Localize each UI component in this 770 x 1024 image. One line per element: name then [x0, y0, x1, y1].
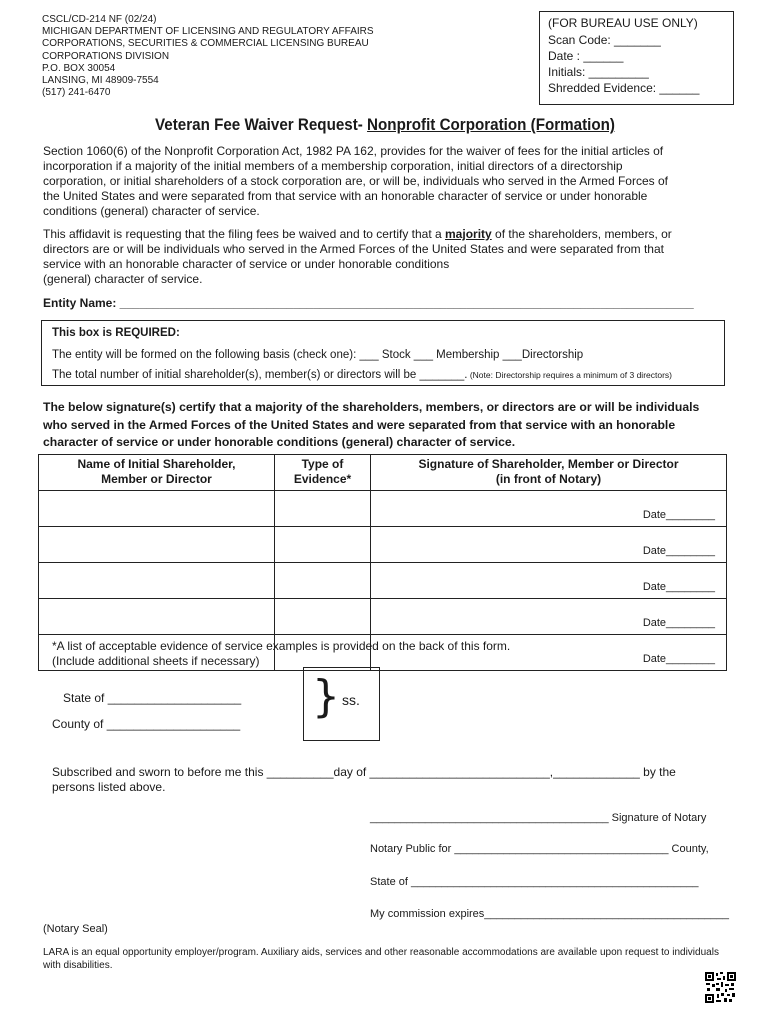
certification-statement	[43, 399, 699, 452]
header-line: (in front of Notary)	[495, 472, 602, 486]
majority-emphasis: majority	[445, 227, 492, 241]
date-label: Date________	[642, 545, 715, 557]
title-underlined: Nonprofit Corporation (Formation)	[367, 116, 615, 134]
bureau-name: CORPORATIONS, SECURITIES & COMMERCIAL LICENSING BUREAU	[42, 38, 369, 50]
statute-paragraph	[43, 144, 723, 219]
shredded-evidence-field[interactable]: Shredded Evidence: ______	[548, 81, 700, 95]
table-row	[39, 599, 727, 635]
table-row	[39, 491, 727, 527]
subscribed-line[interactable]: Subscribed and sworn to before me this __________day of ___________________________,_____________ by the	[52, 765, 676, 779]
affidavit-line	[43, 227, 723, 242]
notary-public-for-field[interactable]: Notary Public for ___________________________________ County,	[370, 843, 709, 855]
additional-sheets-note: (Include additional sheets if necessary)	[52, 654, 260, 668]
ss-label: ss.	[342, 692, 360, 708]
phone-number: (517) 241-6470	[42, 87, 111, 99]
name-cell[interactable]	[39, 527, 275, 563]
signature-cell[interactable]	[371, 527, 727, 563]
affidavit-line: (general) character of service.	[43, 272, 203, 286]
directorship-note: (Note: Directorship requires a minimum of 3 directors)	[467, 370, 673, 380]
brace-glyph: }	[312, 671, 340, 722]
header-line: Evidence*	[293, 472, 352, 486]
table-header-row	[39, 455, 727, 491]
signature-cell[interactable]	[371, 563, 727, 599]
certification-line: character of service or under honorable conditions (general) character of service.	[43, 435, 516, 449]
venue-state-field[interactable]: State of ____________________	[63, 691, 242, 705]
form-number: CSCL/CD-214 NF (02/24)	[42, 14, 157, 25]
header-line: Name of Initial Shareholder,	[77, 457, 236, 471]
table-row	[39, 527, 727, 563]
venue-county-field[interactable]: County of ____________________	[52, 717, 241, 731]
ss-box	[303, 667, 380, 741]
notary-seal-label: (Notary Seal)	[43, 923, 108, 935]
bureau-use-box	[539, 11, 734, 105]
statute-line: the United States and were separated from that service with an honorable character of service or under honorable	[43, 189, 648, 203]
scan-code-field[interactable]: Scan Code: _______	[548, 33, 661, 47]
evidence-cell[interactable]	[275, 491, 371, 527]
statute-line: Section 1060(6) of the Nonprofit Corporation Act, 1982 PA 162, provides for the waiver of fees for the initial articles of	[43, 144, 664, 158]
required-box	[41, 320, 725, 386]
member-count-text: The total number of initial shareholder(s), member(s) or directors will be _______.	[52, 369, 468, 381]
initials-field[interactable]: Initials: _________	[548, 65, 649, 79]
name-column-header	[39, 455, 275, 491]
signature-column-header	[371, 455, 727, 491]
affidavit-text: This affidavit is requesting that the filing fees be waived and to certify that a	[43, 227, 446, 241]
header-line: Member or Director	[101, 472, 212, 486]
statute-line: incorporation if a majority of the initial members of a membership corporation, initial directors of a directorship	[43, 159, 623, 173]
table-row	[39, 563, 727, 599]
name-cell[interactable]	[39, 599, 275, 635]
equal-opportunity-footer: LARA is an equal opportunity employer/program. Auxiliary aids, services and other reasonable accommodations are available upon request to individuals with disabilities.	[43, 947, 719, 971]
member-count-field[interactable]	[52, 369, 672, 381]
evidence-cell[interactable]	[275, 527, 371, 563]
department-name: MICHIGAN DEPARTMENT OF LICENSING AND REGULATORY AFFAIRS	[42, 26, 374, 38]
signature-cell[interactable]	[371, 491, 727, 527]
notary-signature-field[interactable]: _______________________________________ Signature of Notary	[370, 812, 707, 824]
date-label: Date________	[642, 617, 715, 629]
division-name: CORPORATIONS DIVISION	[42, 50, 170, 62]
affidavit-line: service with an honorable character of service or under honorable conditions	[43, 257, 450, 271]
affidavit-line: directors are or will be individuals who served in the Armed Forces of the United States and were separated from that	[43, 242, 664, 256]
title-prefix: Veteran Fee Waiver Request-	[155, 116, 368, 134]
certification-line: The below signature(s) certify that a majority of the shareholders, members, or directors are or will be individuals	[43, 400, 700, 414]
date-label: Date________	[642, 653, 715, 665]
evidence-column-header	[275, 455, 371, 491]
city-zip: LANSING, MI 48909-7554	[42, 75, 159, 87]
header-line: Type of	[301, 457, 344, 471]
formation-basis-field[interactable]: The entity will be formed on the following basis (check one): ___ Stock ___ Membership ___Directorship	[52, 349, 584, 361]
required-box-title: This box is REQUIRED:	[52, 327, 180, 339]
bureau-date-field[interactable]: Date : ______	[548, 49, 624, 63]
notary-state-field[interactable]: State of _______________________________________________	[370, 876, 699, 888]
affidavit-paragraph	[43, 227, 723, 287]
evidence-cell[interactable]	[275, 563, 371, 599]
subscribed-line: persons listed above.	[52, 780, 166, 794]
entity-name-field[interactable]: Entity Name: ______________________________________________________________________________________	[43, 296, 694, 310]
bureau-use-title: (FOR BUREAU USE ONLY)	[548, 16, 698, 30]
subscribed-statement	[52, 765, 676, 795]
date-label: Date________	[642, 509, 715, 521]
statute-line: corporation, or initial shareholders of a stock corporation are, or will be, individuals who served in the Armed Forces of	[43, 174, 668, 188]
certification-line: who served in the Armed Forces of the United States and were separated from that service with an honorable	[43, 417, 676, 432]
commission-expires-field[interactable]: My commission expires________________________________________	[370, 908, 730, 920]
signature-cell[interactable]	[371, 599, 727, 635]
evidence-cell[interactable]	[275, 599, 371, 635]
form-title	[31, 116, 739, 135]
name-cell[interactable]	[39, 563, 275, 599]
header-line: Signature of Shareholder, Member or Director	[418, 457, 679, 471]
statute-line: conditions (general) character of service.	[43, 204, 260, 218]
date-label: Date________	[642, 581, 715, 593]
agency-header	[42, 14, 374, 99]
po-box: P.O. BOX 30054	[42, 62, 116, 74]
affidavit-text: of the shareholders, members, or	[491, 227, 672, 241]
name-cell[interactable]	[39, 491, 275, 527]
evidence-footnote	[52, 639, 510, 669]
evidence-note: *A list of acceptable evidence of service examples is provided on the back of this form.	[52, 639, 511, 653]
qr-code-icon	[705, 972, 736, 1003]
